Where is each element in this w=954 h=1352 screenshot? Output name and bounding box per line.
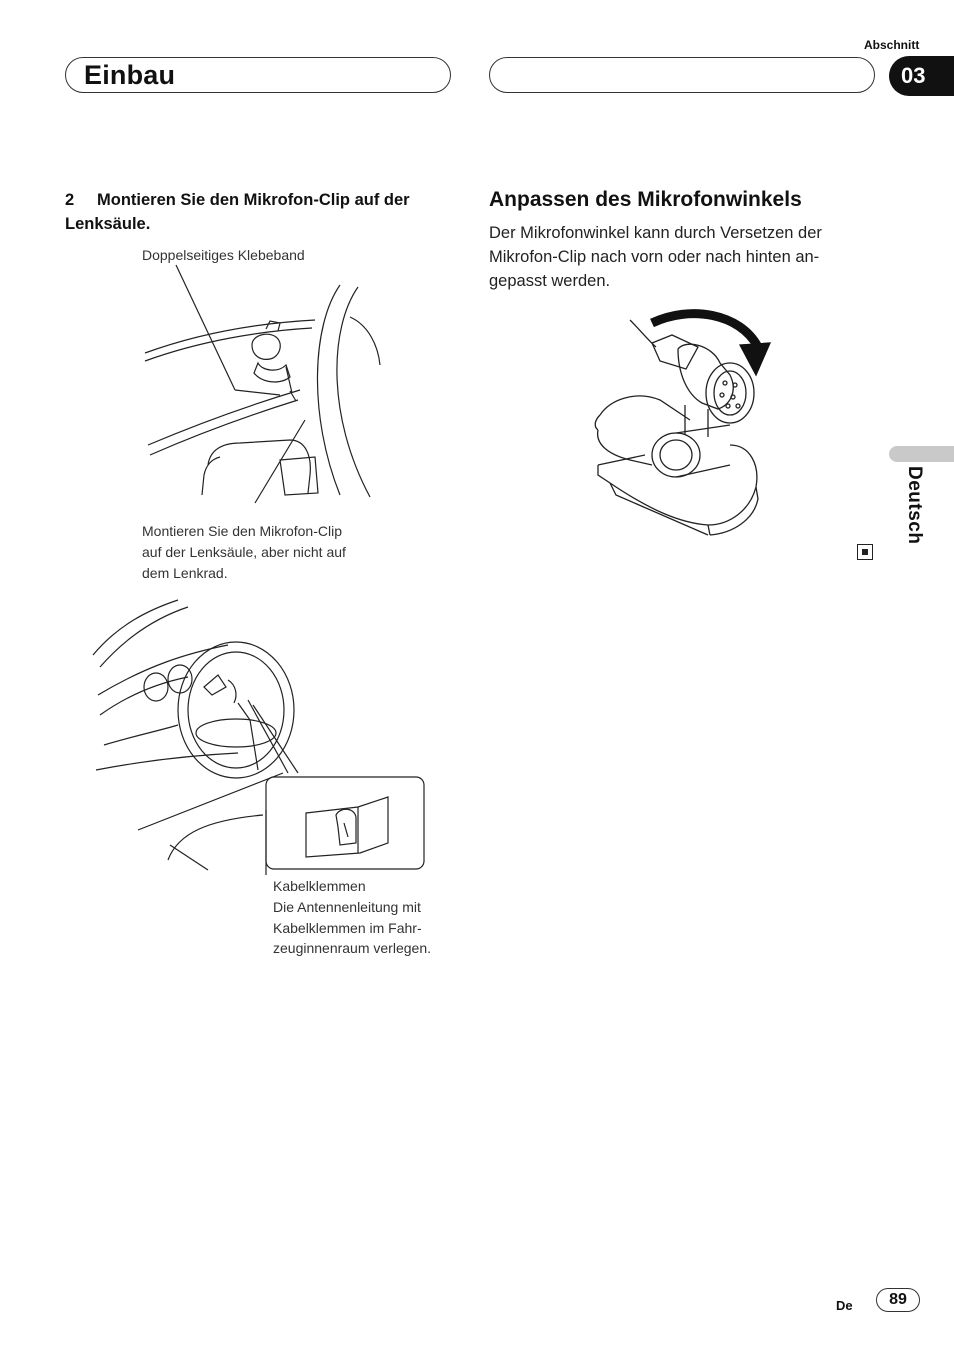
caption-mount-line1: Montieren Sie den Mikrofon-Clip [142,523,342,539]
caption-mount-line2: auf der Lenksäule, aber nicht auf [142,544,346,560]
page-number: 89 [876,1288,920,1312]
body-line2: Mikrofon-Clip nach vorn oder nach hinten an- [489,248,820,266]
header-right-frame [489,57,875,93]
caption-clamps-line3: zeuginnenraum verlegen. [273,940,431,956]
car-interior-illustration [88,595,428,875]
caption-clamps-line2: Kabelklemmen im Fahr- [273,920,422,936]
body-line1: Der Mikrofonwinkel kann durch Versetzen der [489,224,822,242]
callout-tape: Doppelseitiges Klebeband [142,247,305,263]
caption-clamps-line1: Die Antennenleitung mit [273,899,421,915]
caption-mount-line3: dem Lenkrad. [142,565,228,581]
language-label: Deutsch [904,466,925,545]
section-label: Abschnitt [864,38,920,52]
callout-clamps: Kabelklemmen [273,878,366,894]
end-of-section-icon [857,544,873,560]
adjust-angle-body [489,221,879,293]
step-number: 2 [65,191,75,209]
language-tab [889,446,954,462]
microphone-clip-illustration [590,305,770,535]
section-number-badge: 03 [889,56,954,96]
step-heading [65,188,445,236]
step-heading-text: Montieren Sie den Mikrofon-Clip auf der Lenksäule. [65,191,410,233]
footer-lang-code: De [836,1298,853,1313]
section-title: Einbau [84,60,176,90]
adjust-angle-heading: Anpassen des Mikrofonwinkels [489,188,802,211]
body-line3: gepasst werden. [489,272,611,290]
steering-column-illustration [140,265,380,500]
